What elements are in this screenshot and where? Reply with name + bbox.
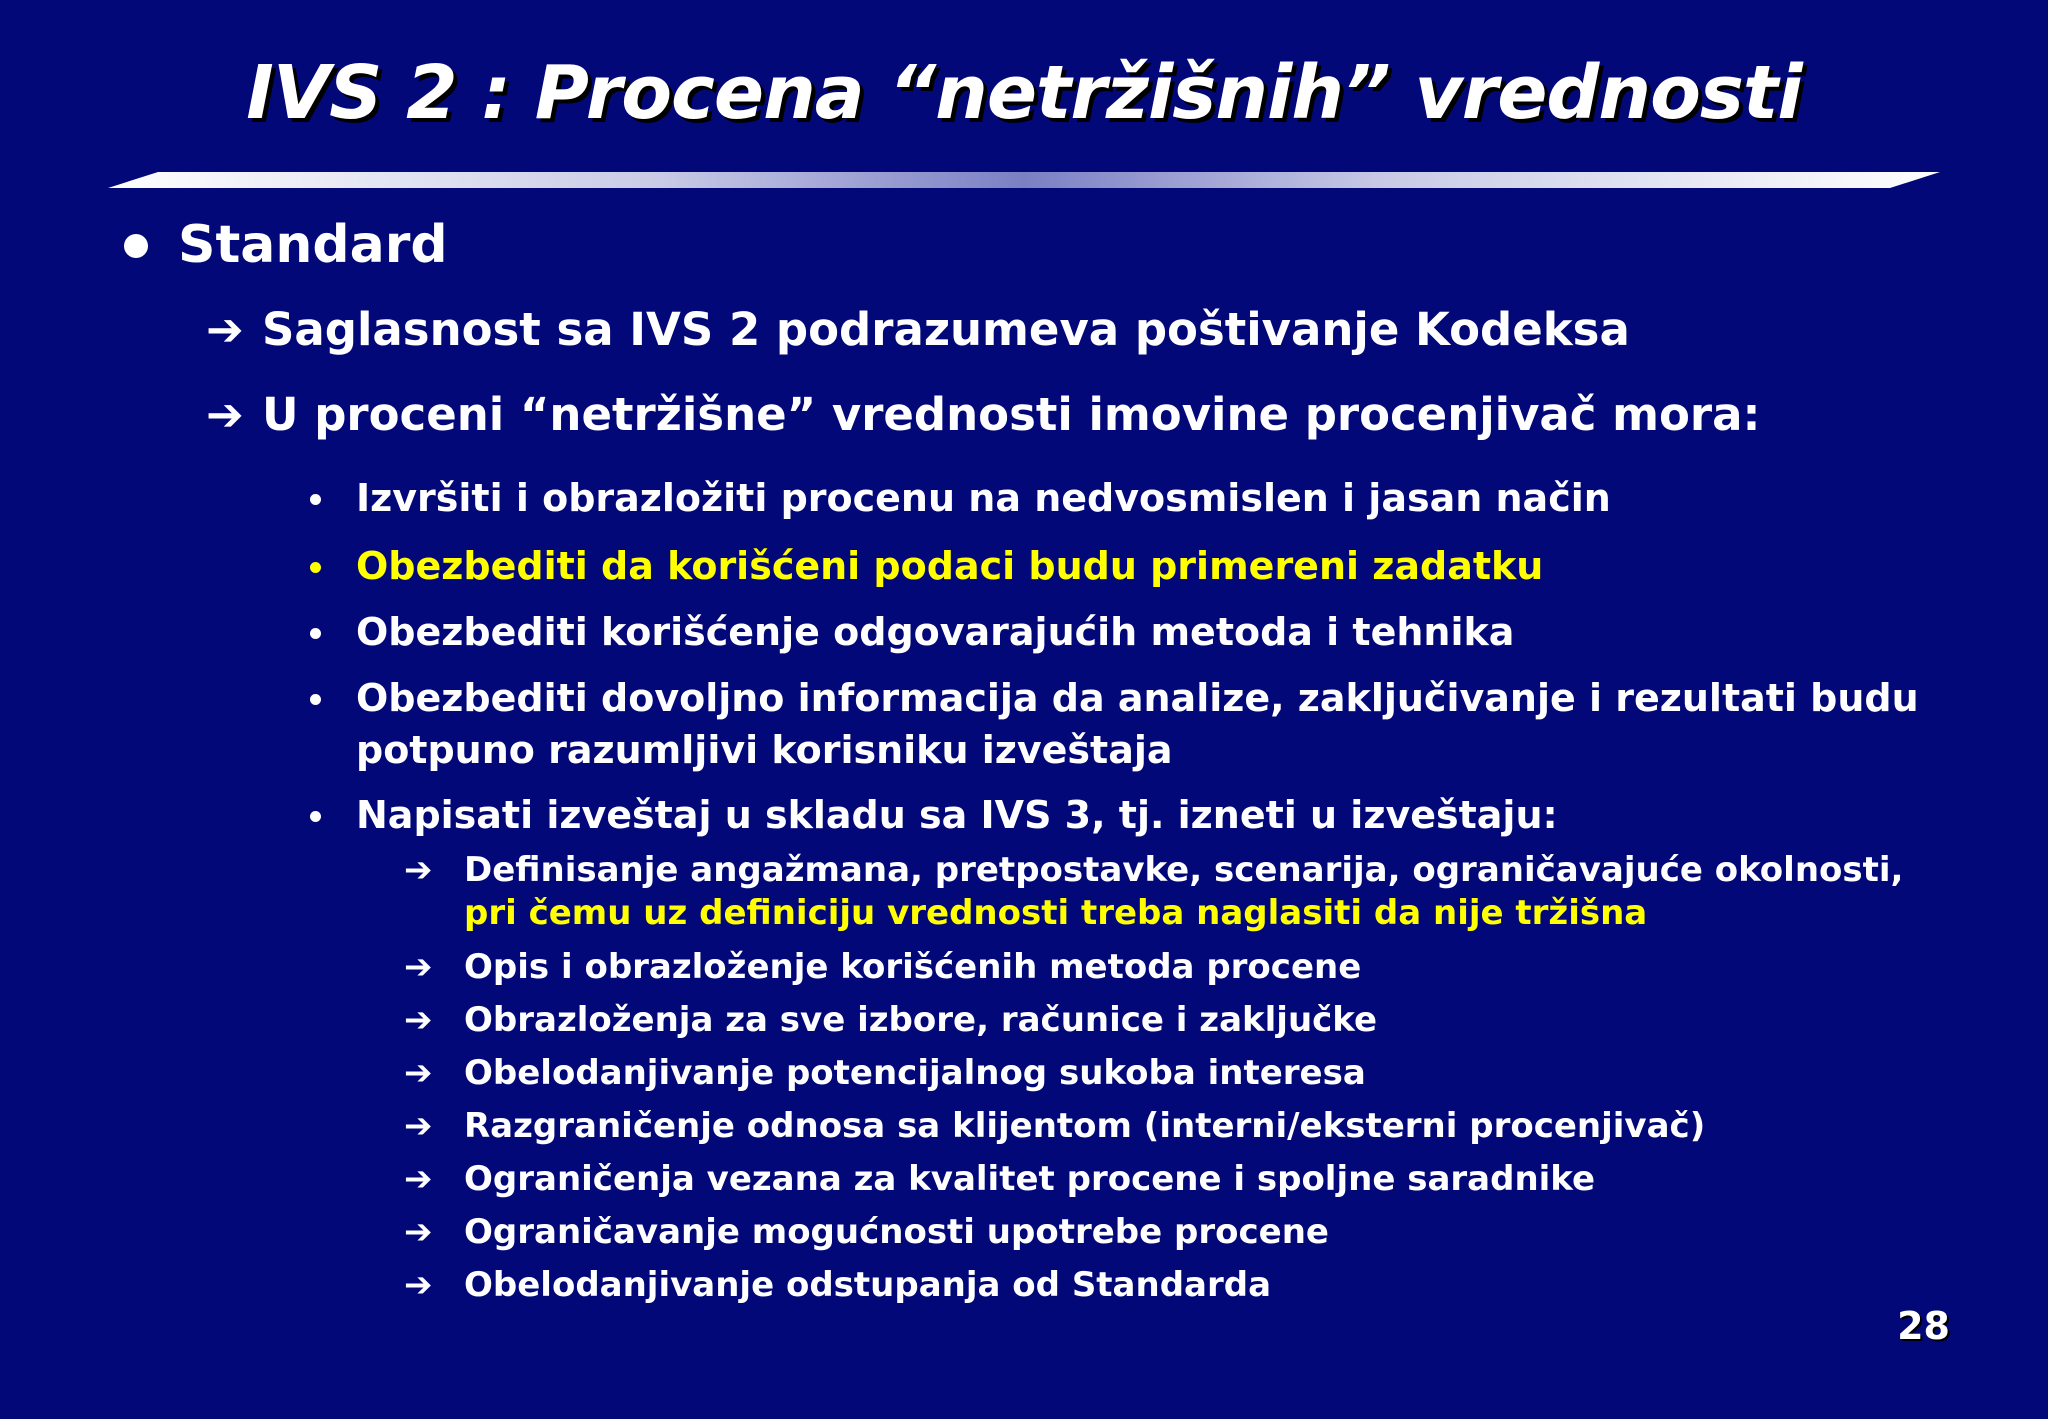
arrow-right-icon: ➔: [404, 947, 433, 987]
page-number: 28: [1897, 1304, 1950, 1348]
arrow-right-icon: ➔: [404, 1265, 433, 1305]
level2-text: Saglasnost sa IVS 2 podrazumeva poštivanje Kodeksa: [262, 303, 1630, 356]
arrow-right-icon: ➔: [404, 1053, 433, 1093]
sub-item-text-white: Definisanje angažmana, pretpostavke, scenarija, ograničavajuće okolnosti,: [464, 850, 1904, 890]
arrow-right-icon: ➔: [206, 388, 244, 441]
title-divider: [108, 172, 1940, 188]
sub-item-text: Ograničenja vezana za kvalitet procene i spoljne saradnike: [464, 1159, 1596, 1199]
bullet-dot: [310, 811, 321, 822]
sub-item-text: Ograničavanje mogućnosti upotrebe procene: [464, 1212, 1329, 1252]
arrow-right-icon: ➔: [404, 1159, 433, 1199]
bullet-dot: [310, 562, 321, 573]
sub-item-text: [464, 849, 1944, 935]
arrow-right-icon: ➔: [404, 1212, 433, 1252]
sub-item-text: Razgraničenje odnosa sa klijentom (interni/eksterni procenjivač): [464, 1106, 1706, 1146]
bullet-text: Izvršiti i obrazložiti procenu na nedvosmislen i jasan način: [356, 476, 1611, 520]
sub-item-text-highlighted: pri čemu uz definiciju vrednosti treba naglasiti da nije tržišna: [464, 893, 1648, 933]
slide-title: IVS 2 : Procena “netržišnih” vrednosti: [246, 50, 1802, 136]
arrow-right-icon: ➔: [404, 850, 433, 890]
bullet-text: Napisati izveštaj u skladu sa IVS 3, tj. izneti u izveštaju:: [356, 793, 1558, 837]
level1-text: Standard: [178, 215, 448, 275]
bullet-dot: [310, 694, 321, 705]
bullet-text: Obezbediti da korišćeni podaci budu primereni zadatku: [356, 544, 1544, 588]
bullet-text: Obezbediti korišćenje odgovarajućih metoda i tehnika: [356, 610, 1515, 654]
bullet-dot: [124, 234, 148, 258]
bullet-text: Obezbediti dovoljno informacija da analize, zaključivanje i rezultati budu potpuno razumljivi korisniku izveštaja: [356, 676, 1919, 772]
sub-item-text: Obelodanjivanje odstupanja od Standarda: [464, 1265, 1272, 1305]
sub-item-text: Opis i obrazloženje korišćenih metoda procene: [464, 947, 1362, 987]
bullet-dot: [310, 494, 321, 505]
sub-item-text: Obelodanjivanje potencijalnog sukoba interesa: [464, 1053, 1366, 1093]
arrow-right-icon: ➔: [206, 303, 244, 356]
arrow-right-icon: ➔: [404, 1000, 433, 1040]
sub-item-text: Obrazloženja za sve izbore, računice i zaključke: [464, 1000, 1378, 1040]
bullet-dot: [310, 628, 321, 639]
arrow-right-icon: ➔: [404, 1106, 433, 1146]
level2-text: U proceni “netržišne” vrednosti imovine procenjivač mora:: [262, 388, 1761, 441]
